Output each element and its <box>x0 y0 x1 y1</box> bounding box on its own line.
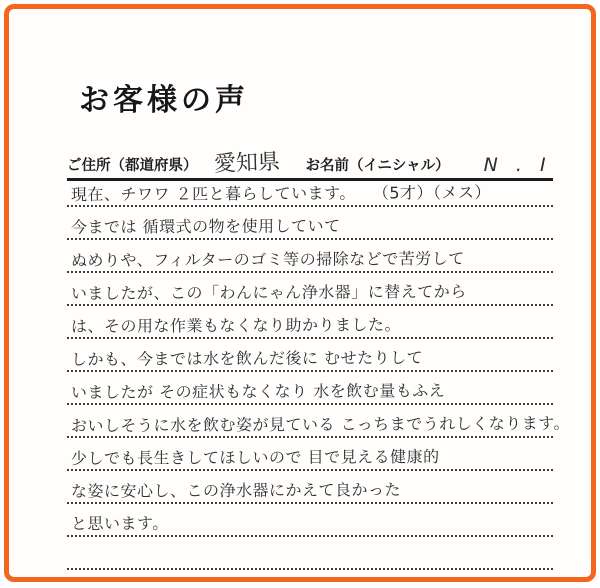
handwritten-text: 現在、チワワ ２匹と暮らしています。 （5才）（メス） <box>70 182 492 205</box>
name-label: お名前（イニシャル） <box>305 158 450 174</box>
testimonial-line <box>67 504 553 537</box>
address-label: ご住所（都道府県） <box>67 158 198 174</box>
address-value: 愛知県 <box>213 149 280 178</box>
testimonial-line <box>67 339 553 372</box>
testimonial-line-empty <box>67 537 553 570</box>
testimonial-line <box>67 471 553 504</box>
testimonial-line <box>67 372 553 405</box>
testimonial-line <box>67 240 553 273</box>
handwritten-text: は、その用な作業もなくなり助かりました。 <box>70 315 402 336</box>
handwritten-text: な姿に安心し、この浄水器にかえて良かった <box>70 480 402 501</box>
testimonial-line <box>67 207 553 240</box>
testimonial-text-area <box>67 174 571 570</box>
handwritten-text: 今までは 循環式の物を使用していて <box>70 216 341 237</box>
handwritten-text: おいしそうに水を飲む姿が見ている こっちまでうれしくなります。 <box>70 413 571 436</box>
handwritten-text: と思います。 <box>70 513 169 534</box>
handwritten-text: いましたが その症状もなくなり 水を飲む量もふえ <box>70 381 446 402</box>
testimonial-line <box>67 306 553 339</box>
testimonial-line <box>67 438 553 471</box>
testimonial-line <box>67 273 553 306</box>
card-frame <box>4 4 596 582</box>
handwritten-text <box>67 567 71 568</box>
handwritten-text: 少しでも長生きしてほしいので 目で見える健康的 <box>70 447 440 468</box>
handwritten-text: ぬめりや、フィルターのゴミ等の掃除などで苦労して <box>70 248 465 271</box>
handwritten-text: しかも、今までは水を飲んだ後に むせたりして <box>70 348 424 369</box>
handwritten-text: いましたが、この「わんにゃん浄水器」に替えてから <box>70 281 467 304</box>
page-title: お客様の声 <box>79 84 249 117</box>
name-value: N . I <box>483 154 552 176</box>
testimonial-line <box>67 174 553 207</box>
testimonial-line <box>67 405 571 438</box>
